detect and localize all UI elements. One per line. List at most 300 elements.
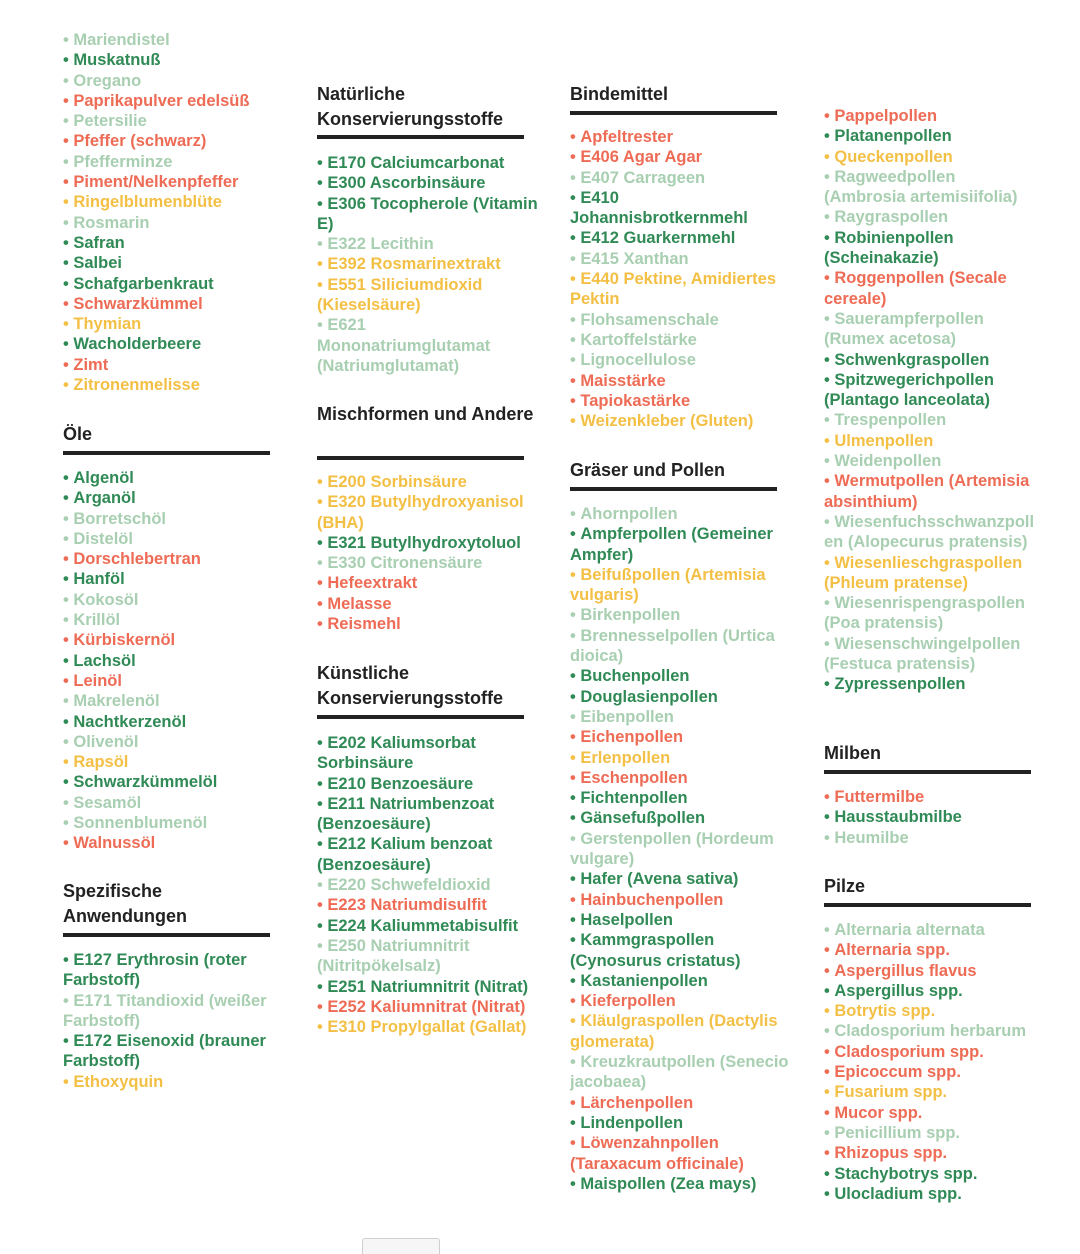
list-block-graeser-und-pollen: [570, 504, 795, 1194]
bullet-icon: [63, 570, 73, 588]
bullet-icon: [63, 733, 73, 751]
bullet-icon: [570, 749, 580, 767]
list-item-label: Zitronenmelisse: [73, 376, 200, 395]
item-list: [63, 468, 288, 854]
bullet-icon: [317, 255, 327, 273]
list-item: [570, 869, 795, 889]
bullet-icon: [63, 652, 73, 670]
bullet-icon: [570, 789, 580, 807]
list-item-label: Ragweedpollen (Ambrosia artemisiifolia): [824, 167, 1018, 207]
list-item: [63, 712, 288, 732]
list-item: [824, 471, 1039, 512]
bullet-icon: [63, 550, 73, 568]
section-divider: [317, 456, 524, 460]
list-item-label: E212 Kalium benzoat (Benzoesäure): [317, 835, 493, 874]
list-item-label: Kürbiskernöl: [73, 631, 176, 650]
bullet-icon: [63, 713, 73, 731]
list-item: [63, 294, 288, 314]
section-divider: [317, 715, 524, 719]
list-item: [824, 1021, 1039, 1041]
list-item-label: Olivenöl: [73, 732, 139, 751]
list-item: [824, 451, 1039, 471]
bullet-icon: [570, 830, 580, 848]
bullet-icon: [570, 1053, 580, 1071]
list-item: [63, 732, 288, 752]
bullet-icon: [570, 809, 580, 827]
list-item-label: E440 Pektine, Amidiertes Pektin: [570, 270, 777, 309]
list-item-label: Ringelblumenblüte: [73, 193, 222, 212]
list-item: [824, 828, 1039, 848]
list-item-label: Ampferpollen (Gemeiner Ampfer): [570, 525, 773, 564]
list-item-label: Schwenkgraspollen: [834, 350, 990, 369]
list-item: [570, 788, 795, 808]
bullet-icon: [824, 982, 834, 1000]
item-list: [317, 733, 542, 1037]
list-item-label: Tapiokastärke: [580, 391, 691, 410]
bullet-icon: [63, 951, 73, 969]
list-item: [570, 1174, 795, 1194]
list-item: [63, 549, 288, 569]
bullet-icon: [63, 510, 73, 528]
list-item: [63, 91, 288, 111]
list-item: [570, 269, 795, 310]
list-item-label: E252 Kaliumnitrat (Nitrat): [327, 997, 526, 1016]
section-divider: [824, 903, 1031, 907]
list-item-label: Cladosporium spp.: [834, 1042, 984, 1061]
list-block-spices: [63, 30, 288, 395]
list-item: [824, 350, 1039, 370]
bullet-icon: [570, 992, 580, 1010]
list-item-label: Melasse: [327, 594, 392, 613]
list-item: [317, 275, 542, 316]
item-list: [570, 127, 795, 431]
list-item-label: Piment/Nelkenpfeffer: [73, 173, 239, 192]
bullet-icon: [317, 235, 327, 253]
list-item: [63, 610, 288, 630]
list-item: [63, 233, 288, 253]
list-item-label: Lindenpollen: [580, 1113, 684, 1132]
bullet-icon: [63, 489, 73, 507]
list-item: [63, 529, 288, 549]
list-item-label: Sonnenblumenöl: [73, 814, 208, 833]
list-item: [824, 593, 1039, 634]
bullet-icon: [824, 371, 834, 389]
list-item-label: E310 Propylgallat (Gallat): [327, 1018, 527, 1037]
scroll-handle[interactable]: [362, 1238, 440, 1254]
bullet-icon: [570, 931, 580, 949]
list-item-label: Douglasienpollen: [580, 687, 718, 706]
bullet-icon: [824, 472, 834, 490]
list-item-label: E200 Sorbinsäure: [327, 473, 467, 491]
section-divider: [570, 487, 777, 491]
list-item-label: E127 Erythrosin (roter Farbstoff): [63, 951, 247, 990]
bullet-icon: [570, 229, 580, 247]
section-title-kuenstliche-konservierungsstoffe: Künstliche Konservierungsstoffe: [317, 663, 504, 708]
list-item: [317, 875, 542, 895]
section-divider: [824, 770, 1031, 774]
list-item: [570, 748, 795, 768]
list-item-label: E415 Xanthan: [580, 249, 689, 268]
list-item-label: E220 Schwefeldioxid: [327, 876, 491, 895]
list-item: [824, 512, 1039, 553]
list-item-label: Schwarzkümmelöl: [73, 773, 218, 792]
bullet-icon: [63, 92, 73, 110]
list-item-label: Weidenpollen: [834, 452, 942, 471]
bullet-icon: [63, 814, 73, 832]
list-item-label: Spitzwegerichpollen (Plantago lanceolata): [824, 370, 994, 410]
bullet-icon: [317, 195, 327, 213]
list-item: [63, 991, 288, 1032]
list-item-label: Ulmenpollen: [834, 431, 934, 450]
list-item: [63, 30, 288, 50]
list-item-label: Eichenpollen: [580, 728, 684, 747]
list-item-label: Muskatnuß: [73, 51, 161, 70]
item-list: [317, 472, 542, 634]
list-item-label: Lärchenpollen: [580, 1093, 694, 1112]
bullet-icon: [824, 310, 834, 328]
list-item-label: Brennesselpollen (Urtica dioica): [570, 626, 775, 666]
list-item-label: Distelöl: [73, 529, 133, 548]
list-item: [63, 793, 288, 813]
list-item: [570, 391, 795, 411]
list-item: [63, 334, 288, 354]
list-item: [317, 936, 542, 977]
bullet-icon: [63, 173, 73, 191]
list-item-label: Thymian: [73, 315, 142, 334]
bullet-icon: [317, 615, 327, 633]
bullet-icon: [824, 208, 834, 226]
list-item: [824, 1123, 1039, 1143]
list-item: [317, 234, 542, 254]
list-item: [570, 1113, 795, 1133]
bullet-icon: [570, 392, 580, 410]
bullet-icon: [317, 574, 327, 592]
list-item: [63, 1072, 288, 1092]
bullet-icon: [317, 154, 327, 172]
list-item: [317, 533, 542, 553]
list-item: [63, 131, 288, 151]
bullet-icon: [317, 316, 327, 334]
list-block-spezifische-anwendungen: [63, 950, 288, 1092]
bullet-icon: [317, 554, 327, 572]
bullet-icon: [824, 1185, 834, 1203]
list-item-label: Kläulgraspollen (Dactylis glomerata): [570, 1012, 778, 1051]
list-item: [317, 194, 542, 235]
list-item-label: Platanenpollen: [834, 127, 952, 146]
bullet-icon: [317, 595, 327, 613]
list-item-label: Alternaria spp.: [834, 941, 950, 960]
bullet-icon: [63, 31, 73, 49]
bullet-icon: [317, 917, 327, 935]
bullet-icon: [824, 808, 834, 826]
bullet-icon: [824, 941, 834, 959]
bullet-icon: [570, 128, 580, 146]
bullet-icon: [570, 728, 580, 746]
list-item-label: Apfeltrester: [580, 128, 673, 146]
list-item: [570, 127, 795, 147]
list-item: [317, 977, 542, 997]
item-list: [63, 950, 288, 1092]
list-item-label: Erlenpollen: [580, 748, 671, 767]
list-item-label: Löwenzahnpollen (Taraxacum officinale): [570, 1134, 744, 1173]
list-item-label: Hanföl: [73, 570, 125, 589]
section-divider: [570, 111, 777, 115]
bullet-icon: [63, 315, 73, 333]
bullet-icon: [570, 667, 580, 685]
section-title-spezifische-anwendungen: Spezifische Anwendungen: [63, 881, 187, 926]
bullet-icon: [63, 794, 73, 812]
list-item-label: Wiesenschwingelpollen (Festuca pratensis): [824, 634, 1021, 674]
bullet-icon: [63, 51, 73, 69]
list-item: [824, 147, 1039, 167]
list-item: [63, 772, 288, 792]
list-item-label: Cladosporium herbarum: [834, 1022, 1026, 1041]
list-item: [317, 733, 542, 774]
list-item-label: Zimt: [73, 355, 109, 374]
bullet-icon: [824, 1083, 834, 1101]
list-item-label: Reismehl: [327, 615, 401, 634]
list-item: [824, 1164, 1039, 1184]
list-item-label: Aspergillus flavus: [834, 961, 977, 980]
list-item-label: Walnussöl: [73, 834, 156, 853]
list-item: [570, 808, 795, 828]
list-item: [63, 813, 288, 833]
bullet-icon: [824, 1124, 834, 1142]
list-item: [824, 1103, 1039, 1123]
list-item-label: Maisstärke: [580, 371, 666, 390]
list-item: [570, 188, 795, 229]
list-item-label: Schwarzkümmel: [73, 294, 203, 313]
list-item: [63, 213, 288, 233]
bullet-icon: [317, 937, 327, 955]
list-item: [317, 553, 542, 573]
list-block-bindemittel: [570, 127, 795, 431]
list-item: [824, 961, 1039, 981]
bullet-icon: [317, 978, 327, 996]
bullet-icon: [63, 376, 73, 394]
list-item: [63, 1031, 288, 1072]
list-item-label: Wacholderbeere: [73, 335, 202, 354]
bullet-icon: [63, 193, 73, 211]
bullet-icon: [824, 411, 834, 429]
list-item-label: Wermutpollen (Artemisia absinthium): [824, 472, 1030, 511]
list-item-label: Kreuzkrautpollen (Senecio jacobaea): [570, 1053, 789, 1092]
list-item-label: E330 Citronensäure: [327, 554, 483, 573]
list-item: [824, 674, 1039, 694]
bullet-icon: [63, 275, 73, 293]
list-item: [63, 671, 288, 691]
list-item-label: Makrelenöl: [73, 692, 160, 711]
item-list: [824, 920, 1039, 1204]
list-item-label: Sauerampferpollen (Rumex acetosa): [824, 309, 984, 349]
list-item: [570, 565, 795, 606]
list-item: [570, 1133, 795, 1174]
bullet-icon: [824, 432, 834, 450]
list-item-label: Kokosöl: [73, 590, 139, 609]
bullet-icon: [824, 921, 834, 939]
list-item-label: E306 Tocopherole (Vitamin E): [317, 194, 538, 233]
list-item-label: E392 Rosmarinextrakt: [327, 255, 501, 274]
list-item: [63, 253, 288, 273]
list-item-label: Eschenpollen: [580, 768, 688, 787]
list-item-label: Roggenpollen (Secale cereale): [824, 269, 1007, 308]
list-item: [63, 651, 288, 671]
list-item: [317, 614, 542, 634]
list-item-label: Ethoxyquin: [73, 1072, 164, 1091]
bullet-icon: [63, 992, 73, 1010]
list-item-label: Rapsöl: [73, 753, 129, 772]
list-item: [317, 153, 542, 173]
list-item: [63, 50, 288, 70]
list-item-label: Rhizopus spp.: [834, 1144, 948, 1163]
list-item: [63, 468, 288, 488]
list-block-mischformen-und-andere: [317, 472, 542, 634]
list-item-label: Futtermilbe: [834, 788, 925, 806]
list-item: [824, 1184, 1039, 1204]
list-item-label: Rosmarin: [73, 213, 150, 232]
list-item: [824, 981, 1039, 1001]
bullet-icon: [570, 169, 580, 187]
list-item: [824, 634, 1039, 675]
list-item-label: Raygraspollen: [834, 208, 949, 227]
list-item: [824, 431, 1039, 451]
list-item: [570, 1093, 795, 1113]
bullet-icon: [570, 769, 580, 787]
list-item-label: Zypressenpollen: [834, 675, 966, 694]
list-item: [317, 1017, 542, 1037]
list-item-label: Kammgraspollen (Cynosurus cristatus): [570, 931, 741, 970]
list-item-label: E300 Ascorbinsäure: [327, 174, 486, 193]
list-item-label: Borretschöl: [73, 509, 166, 528]
list-item-label: Botrytis spp.: [834, 1002, 936, 1021]
list-item-label: Wiesenlieschgraspollen (Phleum pratense): [824, 553, 1023, 592]
list-item: [824, 1001, 1039, 1021]
section-title-natuerliche-konservierungsstoffe: Natürliche Konservierungsstoffe: [317, 84, 504, 129]
section-title-oele: Öle: [63, 424, 93, 444]
list-item: [824, 106, 1039, 126]
bullet-icon: [570, 1094, 580, 1112]
list-item: [63, 691, 288, 711]
list-item-label: Gänsefußpollen: [580, 809, 706, 828]
list-item-label: Pfefferminze: [73, 152, 173, 171]
list-item: [570, 829, 795, 870]
bullet-icon: [570, 311, 580, 329]
list-item-label: Pappelpollen: [834, 107, 938, 125]
list-item: [317, 472, 542, 492]
list-item: [317, 794, 542, 835]
bullet-icon: [824, 269, 834, 287]
list-item-label: E211 Natriumbenzoat (Benzoesäure): [317, 794, 495, 834]
list-item-label: Fichtenpollen: [580, 789, 688, 808]
bullet-icon: [63, 356, 73, 374]
bullet-icon: [824, 1165, 834, 1183]
list-item: [570, 147, 795, 167]
list-item-label: Stachybotrys spp.: [834, 1164, 978, 1183]
bullet-icon: [824, 1022, 834, 1040]
list-item: [63, 111, 288, 131]
list-item-label: Lachsöl: [73, 651, 136, 670]
list-item: [570, 971, 795, 991]
bullet-icon: [824, 127, 834, 145]
item-list: [824, 106, 1039, 695]
section-divider: [63, 933, 270, 937]
list-item-label: E172 Eisenoxid (brauner Farbstoff): [63, 1032, 266, 1071]
bullet-icon: [824, 452, 834, 470]
list-block-natuerliche-konservierungsstoffe: [317, 153, 542, 376]
list-item: [570, 249, 795, 269]
list-item: [63, 314, 288, 334]
bullet-icon: [824, 1043, 834, 1061]
bullet-icon: [824, 148, 834, 166]
list-item-label: Safran: [73, 233, 125, 252]
bullet-icon: [824, 351, 834, 369]
list-item-label: Weizenkleber (Gluten): [580, 412, 754, 431]
section-title-bindemittel: Bindemittel: [570, 84, 669, 104]
list-item-label: Penicillium spp.: [834, 1123, 960, 1142]
bullet-icon: [570, 1012, 580, 1030]
section-title-milben: Milben: [824, 743, 881, 763]
list-item: [570, 504, 795, 524]
bullet-icon: [570, 270, 580, 288]
list-item: [824, 787, 1039, 807]
list-block-pollen-continued: [824, 106, 1039, 695]
list-item: [824, 920, 1039, 940]
bullet-icon: [317, 835, 327, 853]
list-item-label: E320 Butylhydroxyanisol (BHA): [317, 493, 524, 532]
list-item-label: Mariendistel: [73, 31, 170, 49]
bullet-icon: [570, 870, 580, 888]
list-item: [824, 807, 1039, 827]
bullet-icon: [63, 834, 73, 852]
bullet-icon: [570, 606, 580, 624]
list-item-label: Hefeextrakt: [327, 574, 418, 593]
bullet-icon: [824, 675, 834, 693]
list-item-label: E210 Benzoesäure: [327, 774, 474, 793]
bullet-icon: [63, 132, 73, 150]
bullet-icon: [570, 708, 580, 726]
bullet-icon: [570, 148, 580, 166]
bullet-icon: [63, 153, 73, 171]
list-item: [570, 890, 795, 910]
bullet-icon: [570, 688, 580, 706]
list-item-label: Epicoccum spp.: [834, 1063, 961, 1082]
bullet-icon: [824, 829, 834, 847]
list-item: [317, 594, 542, 614]
bullet-icon: [570, 331, 580, 349]
list-item: [570, 350, 795, 370]
list-item-label: Kastanienpollen: [580, 971, 708, 990]
list-item-label: Kartoffelstärke: [580, 330, 697, 349]
bullet-icon: [570, 351, 580, 369]
list-item-label: Eibenpollen: [580, 707, 674, 726]
list-item: [317, 254, 542, 274]
bullet-icon: [824, 513, 834, 531]
list-item: [317, 315, 542, 376]
list-item-label: Fusarium spp.: [834, 1083, 948, 1102]
list-item: [63, 950, 288, 991]
bullet-icon: [63, 692, 73, 710]
bullet-icon: [317, 276, 327, 294]
list-item-label: Beifußpollen (Artemisia vulgaris): [570, 565, 766, 605]
list-item: [570, 687, 795, 707]
list-item-label: E170 Calciumcarbonat: [327, 154, 505, 172]
list-item: [317, 573, 542, 593]
section-title-pilze: Pilze: [824, 876, 866, 896]
list-item-label: Ulocladium spp.: [834, 1184, 962, 1203]
list-item: [63, 752, 288, 772]
section-divider: [63, 451, 270, 455]
list-item-label: E251 Natriumnitrit (Nitrat): [327, 977, 529, 996]
